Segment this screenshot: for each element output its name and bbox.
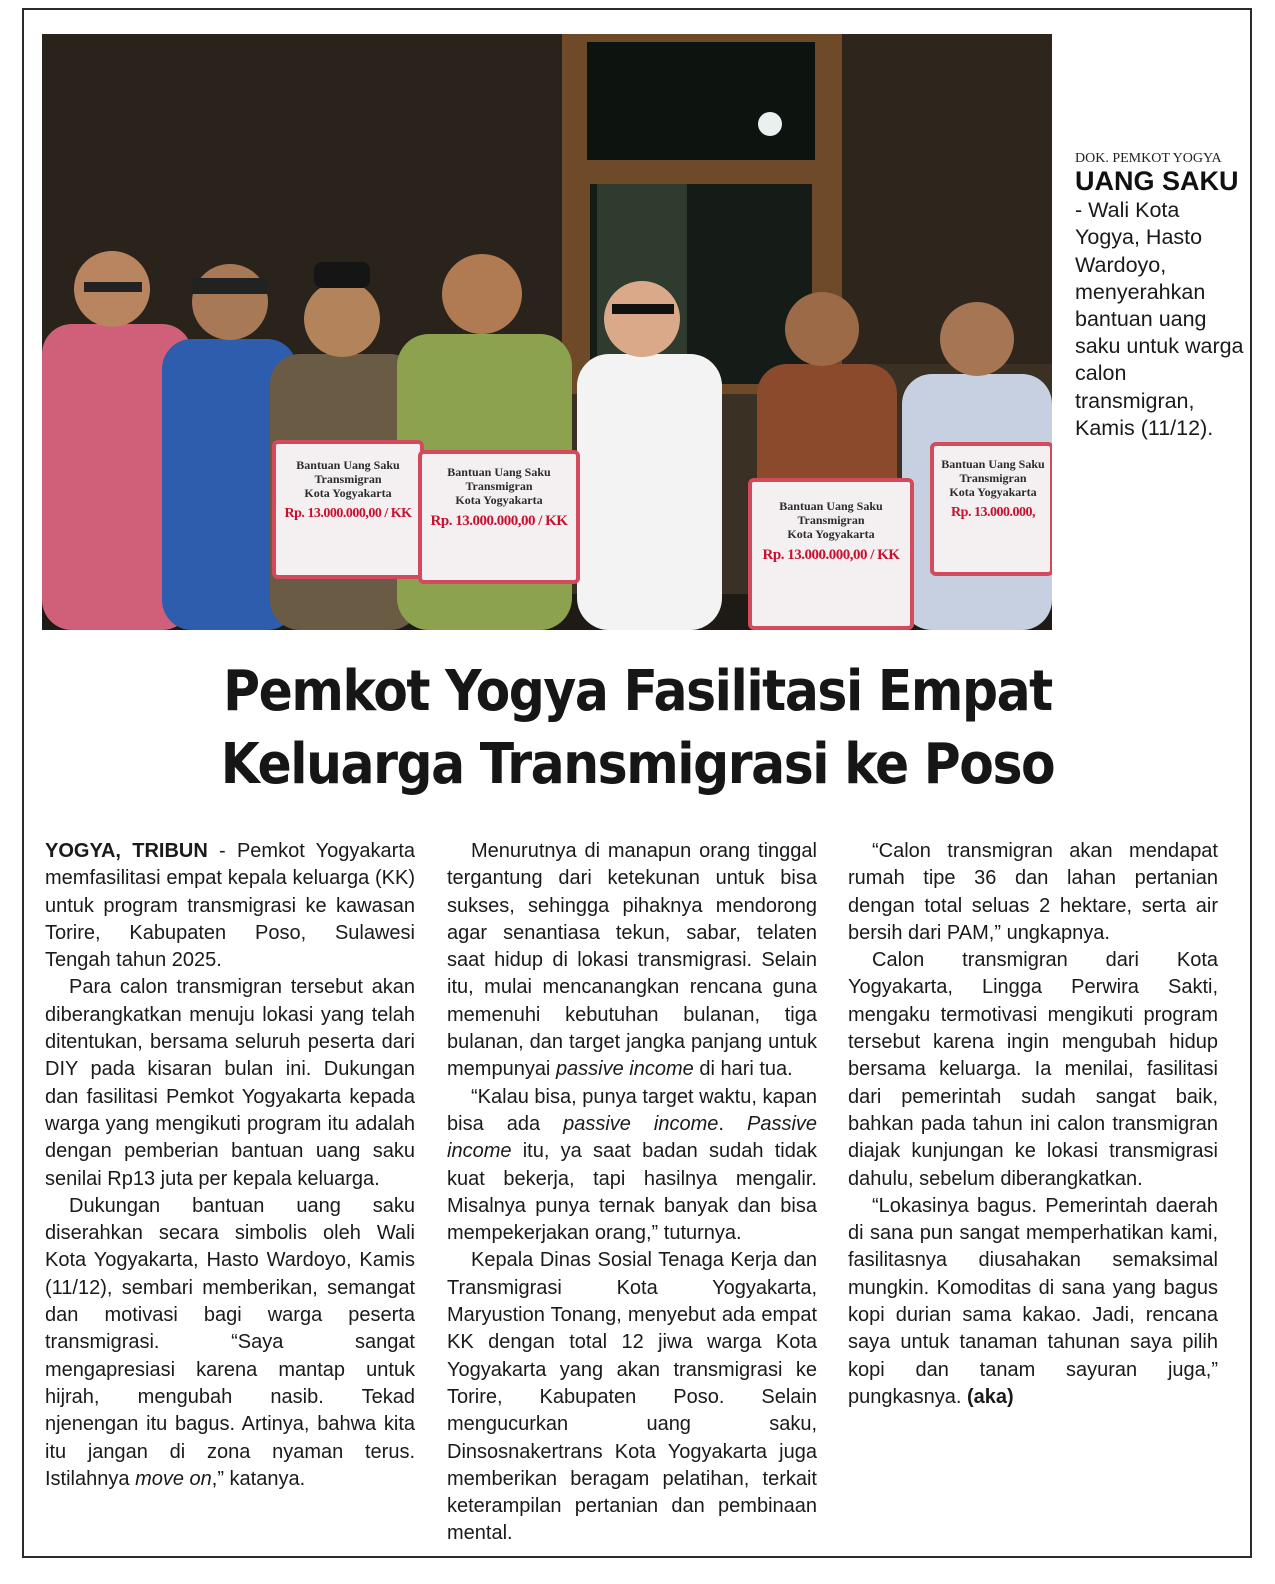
board-2-line2: Transmigran [465,478,533,493]
article-column-1 [45,838,415,1493]
board-3-line2: Transmigran [797,512,865,527]
board-1-line1: Bantuan Uang Saku [296,458,400,472]
board-4-line1: Bantuan Uang Saku [941,458,1045,471]
paragraph-8: Calon transmigran dari Kota Yogyakarta, Lingga Perwira Sakti, mengaku termotivasi mengikuti program tersebut karena ingin mengubah hidup bersama keluarga. Ia menilai, fasilitasi dari pemerintah sudah sangat baik, bahkan pada tahun ini calon transmigran diajak kunjungan ke lokasi transmigrasi dahulu, sebelum diberangkatkan. [848,949,1218,1190]
board-1-line2: Transmigran [314,471,382,486]
board-4-nominal: Rp. 13.000.000, [951,505,1035,521]
board-2-line3: Kota Yogyakarta [455,492,543,507]
photo-caption [1075,150,1245,442]
paragraph-5-text-a: “Kalau bisa, punya target waktu, kapan bisa ada [447,1085,817,1135]
paragraph-3-text-b: ,” katanya. [211,1467,306,1490]
article-column-3 [848,838,1218,1411]
headline-line2: Keluarga Transmigrasi ke Poso [220,732,1055,797]
caption-content [1075,167,1245,442]
caption-text: - Wali Kota Yogya, Hasto Wardoyo, menyerahkan bantuan uang saku untuk warga calon transmigran, Kamis (11/12). [1075,198,1244,440]
paragraph-4 [447,838,817,1084]
lead-paragraph [45,838,415,974]
paragraph-3-italic: move on [135,1467,212,1490]
author-signature: (aka) [966,1385,1014,1408]
paragraph-9 [848,1193,1218,1411]
board-3-line3: Kota Yogyakarta [787,526,875,541]
paragraph-5-italic-1: passive income [563,1112,719,1135]
paragraph-9-text: “Lokasinya bagus. Pemerintah daerah di sana pun sangat memperhatikan kami, fasilitasnya diusahakan semaksimal mungkin. Komoditas di sana yang bagus kopi durian sama kakao. Jadi, rencana saya untuk tanaman tahunan saya pilih kopi dan tanam sayuran juga,” pungkasnya. [848,1194,1218,1408]
caption-title: UANG SAKU [1075,166,1239,196]
lead-text: - Pemkot Yogyakarta memfasilitasi empat kepala keluarga (KK) untuk program transmigrasi ke kawasan Torire, Kabupaten Poso, Sulawesi Tengah tahun 2025. [45,840,416,972]
board-1-text [282,459,414,522]
board-1-line3: Kota Yogyakarta [304,485,392,500]
board-2-text [428,466,570,531]
news-photo [42,34,1052,630]
board-4-line2: Transmigran [959,470,1027,485]
paragraph-3 [45,1193,415,1493]
board-3-text [758,500,904,565]
paragraph-3-text-a: Dukungan bantuan uang saku diserahkan secara simbolis oleh Wali Kota Yogyakarta, Hasto Wardoyo, Kamis (11/12), sembari memberikan, semangat dan motivasi bagi warga peserta transmigrasi. “Saya sangat mengapresiasi karena mantap untuk hijrah, mengubah nasib. Tekad njenengan itu bagus. Artinya, bahwa kita itu jangan di zona nyaman terus. Istilahnya [45,1194,415,1490]
photo-credit: DOK. PEMKOT YOGYA [1075,151,1222,166]
headline [100,655,1176,801]
board-2-nominal: Rp. 13.000.000,00 / KK [430,513,568,530]
paragraph-5-text-m: . [718,1112,747,1135]
paragraph-4-text-a: Menurutnya di manapun orang tinggal tergantung dari ketekunan untuk bisa sukses, sehingga pihaknya mendorong agar senantiasa tekun, sabar, telaten saat hidup di lokasi transmigrasi. Selain itu, mulai mencanangkan rencana guna memenuhi kebutuhan bulanan, tiga bulanan, dan target jangka panjang untuk mempunyai [447,840,817,1081]
door-window-top [587,42,815,160]
board-2-line1: Bantuan Uang Saku [447,465,551,479]
ceiling-light [758,112,782,136]
board-3-nominal: Rp. 13.000.000,00 / KK [762,547,900,564]
paragraph-7: “Calon transmigran akan mendapat rumah tipe 36 dan lahan pertanian dengan total seluas 2 hektare, serta air bersih dari PAM,” ungkapnya. [848,840,1218,944]
paragraph-4-text-b: di hari tua. [693,1058,793,1081]
paragraph-4-italic: passive income [555,1058,694,1081]
board-4-line3: Kota Yogyakarta [949,484,1037,499]
headline-line1: Pemkot Yogya Fasilitasi Empat [223,659,1052,724]
paragraph-5 [447,1084,817,1248]
article-column-2 [447,838,817,1548]
board-3-line1: Bantuan Uang Saku [779,499,883,513]
board-4-text [938,458,1048,521]
paragraph-5-italic-2: Passive income [447,1112,818,1163]
paragraph-5-text-b: itu, ya saat badan sudah tidak kuat bekerja, tapi hasilnya mengalir. Misalnya punya ternak banyak dan bisa mempekerjakan orang,” tuturnya. [447,1140,817,1245]
board-1-nominal: Rp. 13.000.000,00 / KK [284,506,412,522]
paragraph-6: Kepala Dinas Sosial Tenaga Kerja dan Transmigrasi Kota Yogyakarta, Maryustion Tonang, menyebut ada empat KK dengan total 12 jiwa warga Kota Yogyakarta yang akan transmigrasi ke Torire, Kabupaten Poso. Selain mengucurkan uang saku, Dinsosnakertrans Kota Yogyakarta juga memberikan beragam pelatihan, terkait keterampilan pertanian dan pembinaan mental. [447,1249,817,1545]
paragraph-2: Para calon transmigran tersebut akan diberangkatkan menuju lokasi yang telah ditentukan, bersama seluruh peserta dari DIY pada kisaran bulan ini. Dukungan dan fasilitasi Pemkot Yogyakarta kepada warga yang mengikuti program itu adalah dengan pemberian bantuan uang saku senilai Rp13 juta per kepala keluarga. [45,976,415,1190]
dateline: YOGYA, TRIBUN [45,840,208,862]
wall-right [842,34,1052,364]
